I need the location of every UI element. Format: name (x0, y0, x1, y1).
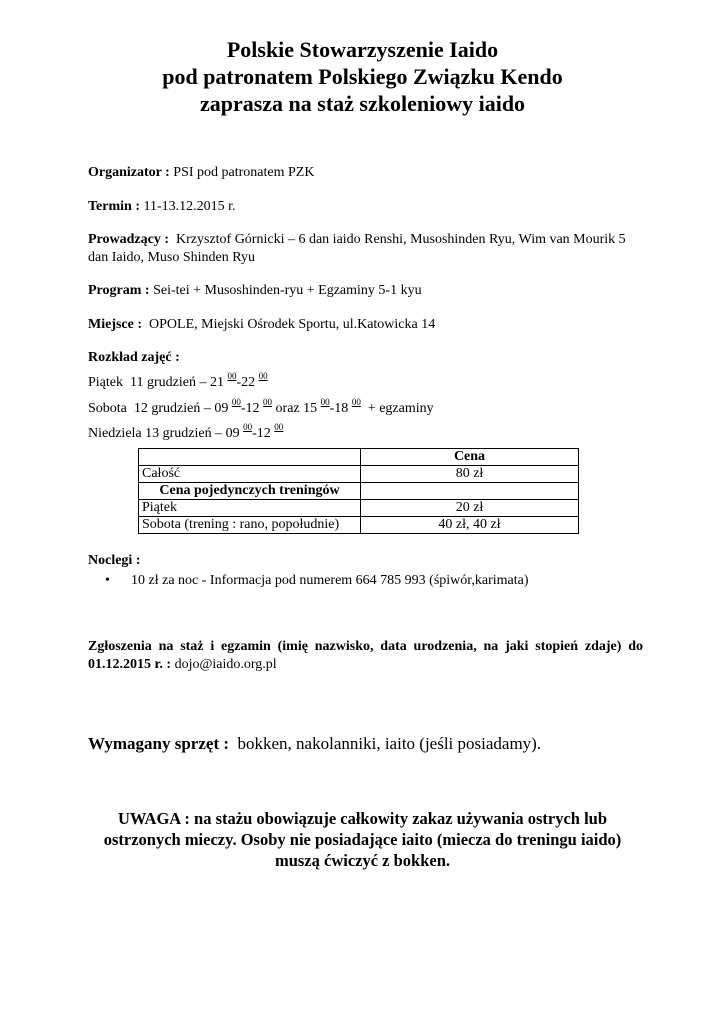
table-cell (361, 483, 579, 500)
termin-line (88, 198, 643, 216)
miejsce-label: Miejsce : (88, 317, 143, 332)
sprzet-line (88, 734, 648, 754)
sprzet-value: bokken, nakolanniki, iaito (jeśli posiadamy). (229, 734, 542, 753)
schedule-text: oraz 15 (272, 401, 321, 416)
schedule-niedziela (88, 422, 643, 443)
sprzet-label: Wymagany sprzęt : (88, 734, 230, 753)
uwaga-line-1: UWAGA : na stażu obowiązuje całkowity zakaz używania ostrych lub (117, 809, 608, 828)
schedule-minutes: 00 (227, 371, 237, 381)
table-row (139, 466, 579, 483)
schedule-text: + egzaminy (360, 401, 434, 416)
termin-value: 11-13.12.2015 r. (139, 199, 236, 214)
bullet-icon: • (105, 573, 110, 588)
row-value-calosc: 80 zł (361, 466, 579, 483)
schedule-minutes: 00 (274, 422, 284, 432)
zgloszenia-label: Zgłoszenia na staż i egzamin (imię nazwisko, data urodzenia, na jaki stopień zdaje) do 01.12.2015 r. : (88, 639, 647, 672)
row-value-piatek: 20 zł (361, 500, 579, 517)
page-title (0, 36, 725, 117)
price-table (138, 448, 579, 534)
uwaga-line-3: muszą ćwiczyć z bokken. (274, 851, 451, 870)
row-value-sobota: 40 zł, 40 zł (361, 517, 579, 534)
schedule-text: -22 (236, 375, 259, 390)
table-row (139, 500, 579, 517)
prowadzacy-label: Prowadzący : (88, 232, 169, 247)
schedule-text: -12 (240, 401, 264, 416)
schedule-text: Piątek 11 grudzień – 21 (88, 375, 228, 390)
program-line (88, 282, 643, 300)
organizator-label: Organizator : (88, 165, 170, 180)
schedule-minutes: 00 (263, 397, 273, 407)
zgloszenia-email: dojo@iaido.org.pl (171, 657, 277, 672)
uwaga-notice (70, 808, 655, 871)
table-row (139, 449, 579, 466)
title-line-2: pod patronatem Polskiego Związku Kendo (162, 64, 563, 89)
row-label-piatek: Piątek (139, 500, 361, 517)
noclegi-item: 10 zł za noc - Informacja pod numerem 664 785 993 (śpiwór,karimata) (131, 573, 529, 588)
noclegi-heading: Noclegi : (88, 553, 141, 568)
prowadzacy-value: Krzysztof Górnicki – 6 dan iaido Renshi, Musoshinden Ryu, Wim van Mourik 5 dan Iaido, Muso Shinden Ryu (88, 232, 630, 265)
program-value: Sei-tei + Musoshinden-ryu + Egzaminy 5-1 kyu (149, 283, 422, 298)
title-line-1: Polskie Stowarzyszenie Iaido (226, 37, 499, 62)
schedule-minutes: 00 (243, 422, 253, 432)
organizator-line (88, 164, 643, 182)
row-label-sobota: Sobota (trening : rano, popołudnie) (139, 517, 361, 534)
rozklad-heading: Rozkład zajęć : (88, 350, 180, 365)
schedule-text: Niedziela 13 grudzień – 09 (88, 426, 244, 441)
title-line-3: zaprasza na staż szkoleniowy iaido (199, 91, 526, 116)
table-row (139, 517, 579, 534)
schedule-text: -18 (329, 401, 352, 416)
organizator-value: PSI pod patronatem PZK (169, 165, 315, 180)
single-trainings-subheader: Cena pojedynczych treningów (139, 483, 361, 500)
schedule-minutes: 00 (231, 397, 241, 407)
schedule-sobota (88, 397, 643, 418)
prowadzacy-line (88, 231, 643, 267)
row-label-calosc: Całość (139, 466, 361, 483)
price-header: Cena (361, 449, 579, 466)
miejsce-line (88, 316, 643, 334)
program-label: Program : (88, 283, 150, 298)
schedule-minutes: 00 (258, 371, 268, 381)
zgloszenia-paragraph (88, 638, 647, 674)
schedule-text: -12 (252, 426, 275, 441)
table-cell (139, 449, 361, 466)
schedule-piatek (88, 371, 643, 392)
schedule-minutes: 00 (320, 397, 330, 407)
termin-label: Termin : (88, 199, 140, 214)
schedule-text: Sobota 12 grudzień – 09 (88, 401, 232, 416)
schedule-minutes: 00 (351, 397, 361, 407)
uwaga-line-2: ostrzonych mieczy. Osoby nie posiadające iaito (miecza do treningu iaido) (103, 830, 622, 849)
miejsce-value: OPOLE, Miejski Ośrodek Sportu, ul.Katowicka 14 (142, 317, 436, 332)
table-row (139, 483, 579, 500)
